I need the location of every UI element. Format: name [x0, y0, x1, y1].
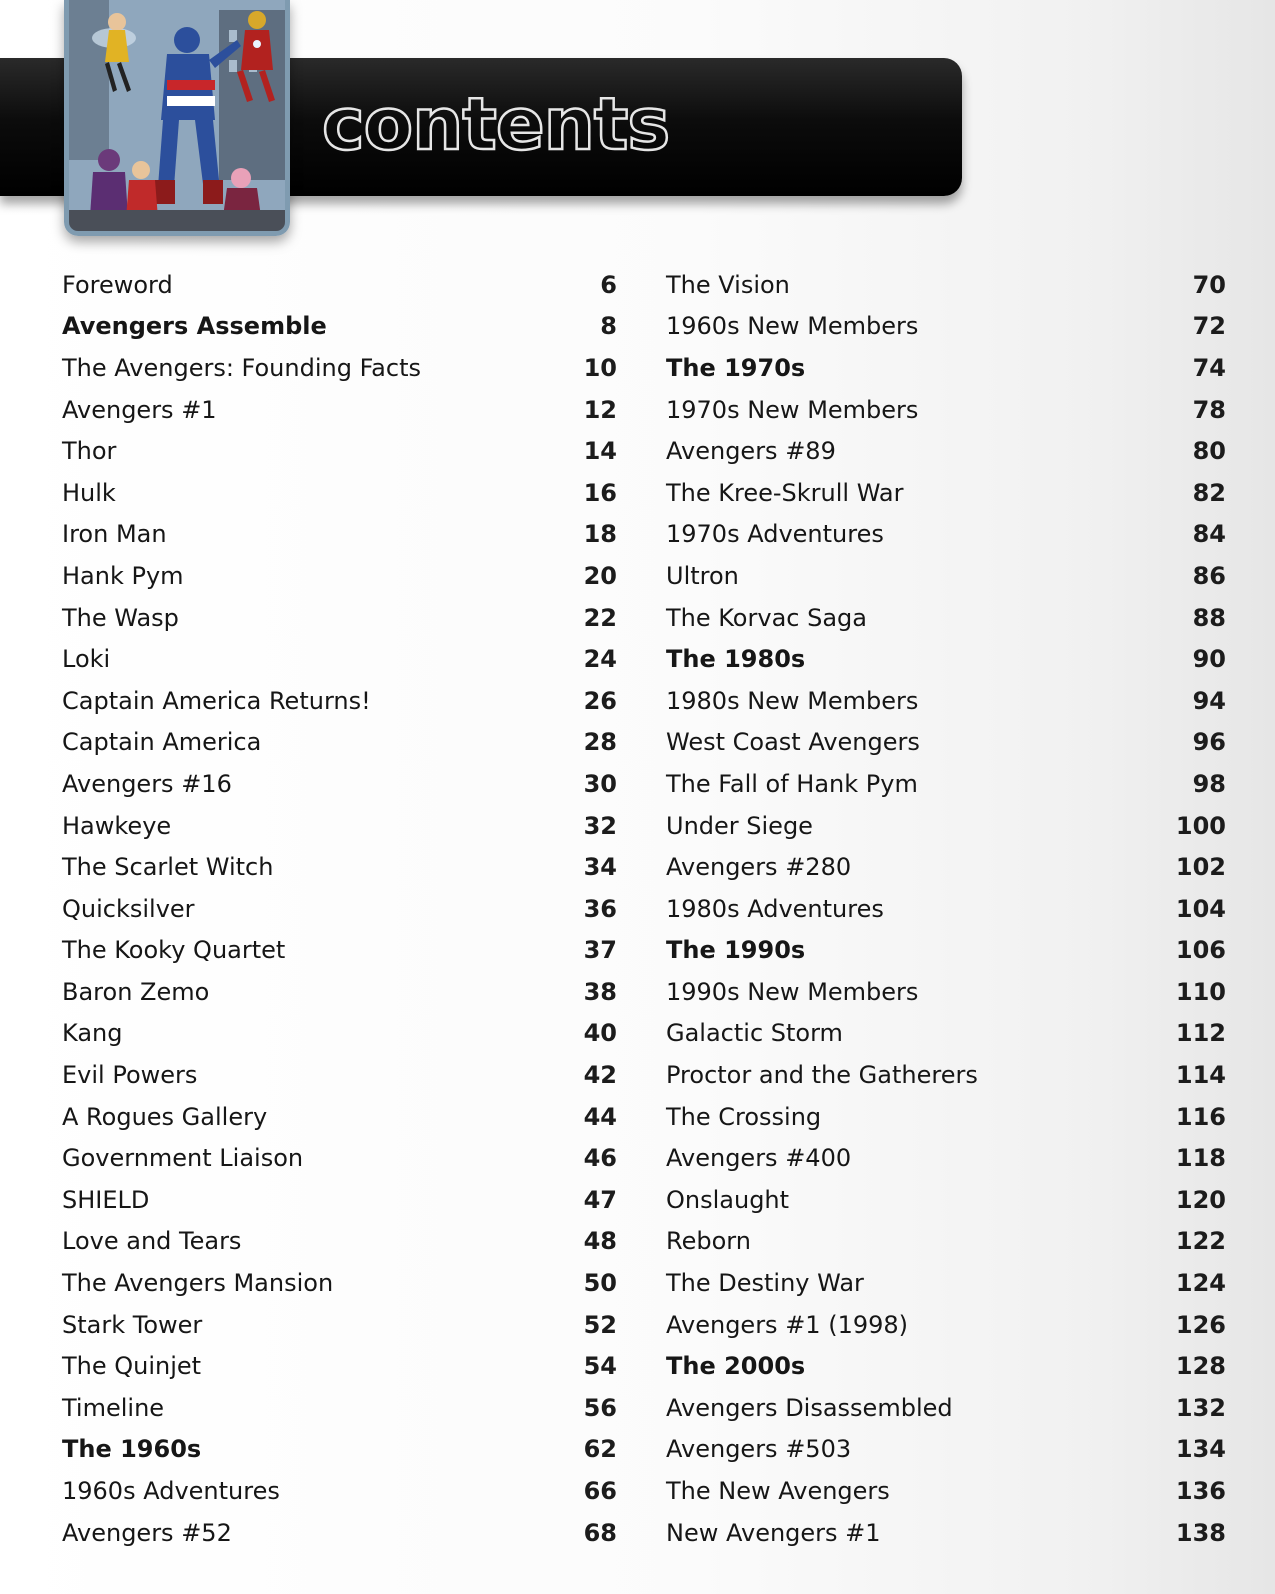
toc-entry-title: The New Avengers	[666, 1477, 890, 1506]
toc-entry-title: Avengers #1 (1998)	[666, 1310, 909, 1339]
toc-page-number: 106	[1175, 936, 1226, 965]
toc-entry	[666, 389, 1226, 431]
toc-entry	[666, 1137, 1226, 1179]
toc-entry-title: The Crossing	[666, 1102, 822, 1131]
toc-page-number: 132	[1175, 1393, 1226, 1422]
toc-entry	[666, 1345, 1226, 1387]
toc-entry	[62, 389, 617, 431]
toc-page-number: 16	[583, 478, 617, 507]
toc-entry-title: Stark Tower	[62, 1310, 203, 1339]
toc-page-number: 37	[583, 936, 617, 965]
toc-entry-title: 1970s New Members	[666, 395, 919, 424]
toc-entry	[62, 1304, 617, 1346]
toc-entry-title: Evil Powers	[62, 1061, 198, 1090]
toc-entry	[62, 306, 617, 348]
toc-entry-title: Avengers #89	[666, 437, 836, 466]
toc-entry	[666, 1304, 1226, 1346]
toc-entry	[62, 846, 617, 888]
toc-page-number: 24	[583, 645, 617, 674]
toc-page-number: 122	[1175, 1227, 1226, 1256]
toc-entry-title: The Fall of Hank Pym	[666, 769, 918, 798]
toc-entry-title: Under Siege	[666, 811, 813, 840]
toc-entry	[666, 805, 1226, 847]
toc-entry-title: Baron Zemo	[62, 977, 210, 1006]
toc-entry-title: Avengers #16	[62, 769, 232, 798]
toc-entry-title: Avengers Disassembled	[666, 1393, 953, 1422]
toc-page-number: 36	[583, 894, 617, 923]
toc-entry-title: Foreword	[62, 270, 173, 299]
toc-page-number: 94	[1192, 686, 1226, 715]
toc-page-number: 80	[1192, 437, 1226, 466]
toc-entry	[666, 1387, 1226, 1429]
toc-entry-title: Avengers #52	[62, 1518, 232, 1547]
toc-section-title: The 1960s	[62, 1435, 202, 1464]
toc-entry	[62, 638, 617, 680]
toc-entry-title: 1960s New Members	[666, 312, 919, 341]
toc-page-number: 114	[1175, 1061, 1226, 1090]
toc-page-number: 68	[583, 1518, 617, 1547]
toc-page-number: 6	[600, 270, 617, 299]
toc-entry	[62, 805, 617, 847]
toc-entry	[62, 1470, 617, 1512]
toc-entry	[666, 347, 1226, 389]
toc-entry	[666, 722, 1226, 764]
toc-page-number: 96	[1192, 728, 1226, 757]
toc-entry-title: 1980s Adventures	[666, 894, 884, 923]
toc-entry	[666, 1512, 1226, 1554]
toc-entry-title: Loki	[62, 645, 111, 674]
toc-entry	[666, 971, 1226, 1013]
toc-entry	[666, 264, 1226, 306]
toc-page-number: 90	[1192, 645, 1226, 674]
toc-entry-title: The Wasp	[62, 603, 179, 632]
toc-page-number: 120	[1175, 1185, 1226, 1214]
toc-page-number: 12	[583, 395, 617, 424]
toc-page-number: 98	[1192, 769, 1226, 798]
toc-entry	[666, 306, 1226, 348]
toc-page-number: 30	[583, 769, 617, 798]
toc-entry-title: Hulk	[62, 478, 116, 507]
toc-page-number: 46	[583, 1144, 617, 1173]
page-title: contents	[322, 82, 670, 166]
toc-entry-title: A Rogues Gallery	[62, 1102, 268, 1131]
toc-entry-title: 1990s New Members	[666, 977, 919, 1006]
toc-page-number: 40	[583, 1019, 617, 1048]
toc-entry	[62, 264, 617, 306]
toc-entry	[666, 1013, 1226, 1055]
toc-page-number: 62	[583, 1435, 617, 1464]
toc-entry	[62, 1013, 617, 1055]
toc-entry	[62, 971, 617, 1013]
toc-page-number: 18	[583, 520, 617, 549]
toc-page-number: 72	[1192, 312, 1226, 341]
toc-section-title: The 1980s	[666, 645, 806, 674]
toc-page-number: 70	[1192, 270, 1226, 299]
toc-entry	[62, 472, 617, 514]
toc-entry	[62, 1221, 617, 1263]
toc-entry-title: Onslaught	[666, 1185, 790, 1214]
toc-entry-title: Captain America	[62, 728, 262, 757]
toc-page-number: 100	[1175, 811, 1226, 840]
toc-entry-title: The Vision	[666, 270, 790, 299]
toc-page-number: 54	[583, 1352, 617, 1381]
toc-entry	[62, 1345, 617, 1387]
toc-entry-title: Government Liaison	[62, 1144, 304, 1173]
toc-page-number: 10	[583, 353, 617, 382]
toc-page-number: 138	[1175, 1518, 1226, 1547]
toc-entry	[666, 1470, 1226, 1512]
comic-heroes-illustration	[69, 0, 285, 231]
toc-page-number: 82	[1192, 478, 1226, 507]
toc-entry	[62, 1096, 617, 1138]
toc-entry-title: SHIELD	[62, 1185, 150, 1214]
toc-entry-title: Captain America Returns!	[62, 686, 371, 715]
toc-entry-title: Thor	[62, 437, 117, 466]
toc-entry	[62, 597, 617, 639]
toc-page-number: 136	[1175, 1477, 1226, 1506]
toc-entry	[666, 930, 1226, 972]
toc-page-number: 78	[1192, 395, 1226, 424]
toc-entry-title: 1970s Adventures	[666, 520, 884, 549]
toc-entry-title: 1960s Adventures	[62, 1477, 280, 1506]
toc-entry	[666, 1429, 1226, 1471]
toc-entry	[62, 1179, 617, 1221]
toc-entry	[666, 430, 1226, 472]
toc-section-title: The 1990s	[666, 936, 806, 965]
toc-entry-title: Avengers #280	[666, 853, 852, 882]
toc-entry	[62, 930, 617, 972]
toc-entry	[62, 1429, 617, 1471]
toc-entry-title: Quicksilver	[62, 894, 195, 923]
toc-page-number: 124	[1175, 1269, 1226, 1298]
contents-column-left	[62, 264, 617, 1553]
toc-entry-title: Iron Man	[62, 520, 167, 549]
toc-section-title: The 2000s	[666, 1352, 806, 1381]
toc-entry	[666, 680, 1226, 722]
toc-page-number: 20	[583, 561, 617, 590]
toc-entry	[666, 1179, 1226, 1221]
toc-entry	[62, 430, 617, 472]
toc-page-number: 134	[1175, 1435, 1226, 1464]
toc-entry-title: New Avengers #1	[666, 1518, 881, 1547]
toc-page-number: 14	[583, 437, 617, 466]
toc-entry-title: Galactic Storm	[666, 1019, 843, 1048]
toc-page-number: 126	[1175, 1310, 1226, 1339]
toc-entry-title: The Destiny War	[666, 1269, 864, 1298]
toc-page-number: 118	[1175, 1144, 1226, 1173]
toc-page-number: 34	[583, 853, 617, 882]
toc-page-number: 102	[1175, 853, 1226, 882]
toc-entry	[666, 1054, 1226, 1096]
toc-page-number: 28	[583, 728, 617, 757]
contents-column-right	[666, 264, 1226, 1553]
toc-page-number: 52	[583, 1310, 617, 1339]
toc-page-number: 42	[583, 1061, 617, 1090]
toc-entry	[666, 888, 1226, 930]
toc-entry	[62, 1262, 617, 1304]
toc-entry	[62, 1512, 617, 1554]
toc-entry-title: Reborn	[666, 1227, 751, 1256]
toc-entry-title: Timeline	[62, 1393, 165, 1422]
toc-entry	[62, 763, 617, 805]
toc-page-number: 128	[1175, 1352, 1226, 1381]
toc-entry	[666, 638, 1226, 680]
toc-entry-title: The Avengers Mansion	[62, 1269, 334, 1298]
toc-entry	[62, 680, 617, 722]
toc-entry	[62, 347, 617, 389]
toc-entry-title: Avengers #1	[62, 395, 217, 424]
toc-entry-title: Proctor and the Gatherers	[666, 1061, 978, 1090]
toc-entry-title: West Coast Avengers	[666, 728, 920, 757]
toc-entry	[666, 846, 1226, 888]
toc-entry	[666, 472, 1226, 514]
toc-entry-title: The Kooky Quartet	[62, 936, 286, 965]
toc-section-title: Avengers Assemble	[62, 312, 327, 341]
toc-page-number: 112	[1175, 1019, 1226, 1048]
toc-entry-title: The Quinjet	[62, 1352, 202, 1381]
toc-entry	[62, 1054, 617, 1096]
toc-entry	[62, 722, 617, 764]
toc-page-number: 56	[583, 1393, 617, 1422]
toc-entry	[666, 1262, 1226, 1304]
toc-entry	[62, 1387, 617, 1429]
toc-entry	[62, 514, 617, 556]
toc-entry	[666, 763, 1226, 805]
toc-entry-title: The Korvac Saga	[666, 603, 867, 632]
toc-page-number: 26	[583, 686, 617, 715]
cover-illustration	[64, 0, 290, 236]
toc-page-number: 48	[583, 1227, 617, 1256]
toc-entry	[666, 514, 1226, 556]
toc-entry-title: 1980s New Members	[666, 686, 919, 715]
toc-page-number: 8	[600, 312, 617, 341]
toc-entry-title: Avengers #503	[666, 1435, 852, 1464]
toc-page-number: 22	[583, 603, 617, 632]
toc-entry-title: Love and Tears	[62, 1227, 242, 1256]
toc-entry	[666, 1221, 1226, 1263]
toc-page-number: 74	[1192, 353, 1226, 382]
toc-page-number: 104	[1175, 894, 1226, 923]
toc-page-number: 88	[1192, 603, 1226, 632]
toc-page-number: 110	[1175, 977, 1226, 1006]
toc-entry	[666, 1096, 1226, 1138]
toc-entry	[62, 555, 617, 597]
toc-entry-title: Avengers #400	[666, 1144, 852, 1173]
toc-page-number: 86	[1192, 561, 1226, 590]
toc-page-number: 44	[583, 1102, 617, 1131]
toc-entry-title: The Kree-Skrull War	[666, 478, 904, 507]
toc-page-number: 47	[583, 1185, 617, 1214]
toc-entry-title: Ultron	[666, 561, 739, 590]
toc-page-number: 116	[1175, 1102, 1226, 1131]
toc-entry-title: Kang	[62, 1019, 123, 1048]
toc-page-number: 66	[583, 1477, 617, 1506]
toc-page-number: 84	[1192, 520, 1226, 549]
toc-entry	[62, 1137, 617, 1179]
toc-entry	[666, 597, 1226, 639]
toc-entry	[62, 888, 617, 930]
toc-entry-title: The Avengers: Founding Facts	[62, 353, 421, 382]
toc-page-number: 38	[583, 977, 617, 1006]
toc-entry-title: Hank Pym	[62, 561, 184, 590]
toc-entry	[666, 555, 1226, 597]
toc-page-number: 50	[583, 1269, 617, 1298]
toc-entry-title: The Scarlet Witch	[62, 853, 274, 882]
toc-entry-title: Hawkeye	[62, 811, 172, 840]
toc-section-title: The 1970s	[666, 353, 806, 382]
toc-page-number: 32	[583, 811, 617, 840]
